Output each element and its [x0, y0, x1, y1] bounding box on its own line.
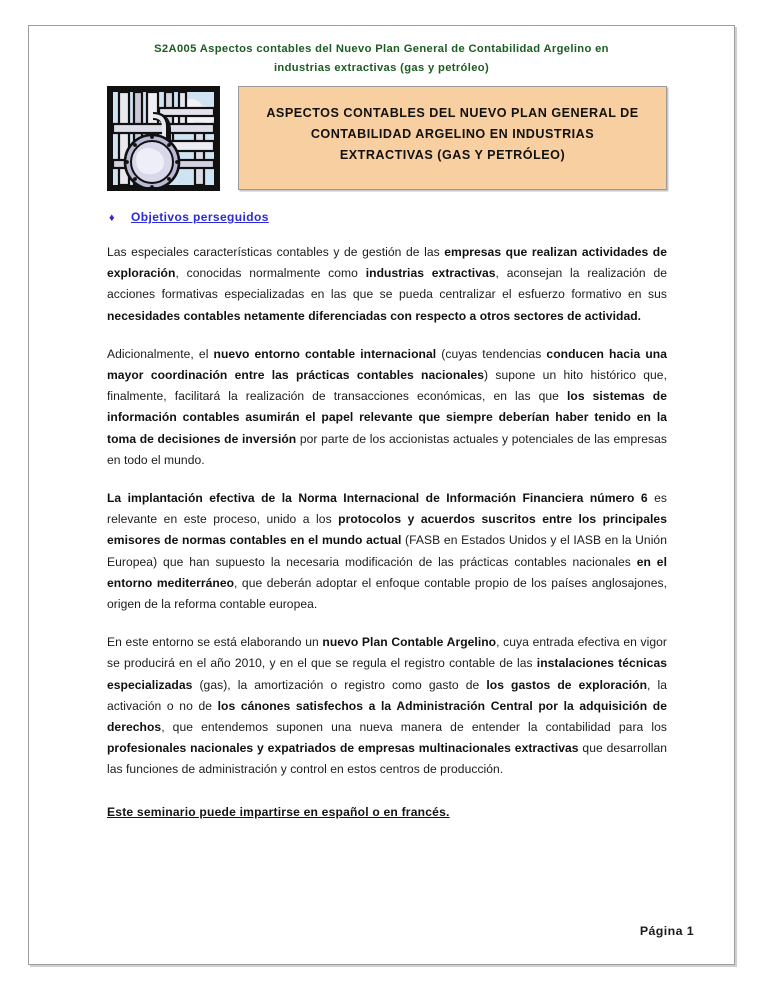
paragraph-1: Las especiales características contables y de gestión de las empresas que realizan actividades de exploración, conocidas normalmente como industrias extractivas, aconsejan la realización de acciones formativas especializadas en las que se pueda centralizar el esfuerzo formativo en sus necesidades contables netamente diferenciadas con respecto a otros sectores de actividad.	[107, 245, 668, 323]
page-number-footer: Página 1	[639, 924, 694, 938]
header-line-1: S2A005 Aspectos contables del Nuevo Plan General de Contabilidad Argelino en	[154, 43, 609, 55]
paragraph-4: En este entorno se está elaborando un nuevo Plan Contable Argelino, cuya entrada efectiva en vigor se producirá en el año 2010, y en el que se regula el registro contable de las instalaciones técnicas especializadas (gas), la amortización o registro como gasto de los gastos de exploración, la activación o no de los cánones satisfechos a la Administración Central por la adquisición de derechos, que entendemos suponen una nueva manera de entender la contabilidad para los profesionales nacionales y expatriados de empresas multinacionales extractivas que desarrollan las funciones de administración y control en estos centros de producción.	[107, 635, 668, 777]
title-banner	[107, 86, 667, 199]
title-line-3: EXTRACTIVAS (GAS Y PETRÓLEO)	[339, 147, 566, 162]
objectives-heading-label: Objetivos perseguidos	[131, 210, 269, 224]
paragraph-2: Adicionalmente, el nuevo entorno contable internacional (cuyas tendencias conducen hacia una mayor coordinación entre las prácticas contables nacionales) supone un hito histórico que, finalmente, facilitará la realización de transacciones económicas, en las que los sistemas de información contables asumirán el papel relevante que siempre deberían haber tenido en la toma de decisiones de inversión por parte de los accionistas actuales y potenciales de las empresas en todo el mundo.	[107, 346, 668, 467]
document-page	[28, 25, 735, 965]
paragraph-3: La implantación efectiva de la Norma Internacional de Información Financiera número 6 es relevante en este proceso, unido a los protocolos y acuerdos suscritos entre los principales emisores de normas contables en el mundo actual (FASB en Estados Unidos y el IASB en la Unión Europea) que han supuesto la necesaria modificación de las prácticas contables nacionales en el entorno mediterráneo, que deberán adoptar el enfoque contable propio de los países anglosajones, origen de la reforma contable europea.	[107, 491, 667, 612]
title-line-1: ASPECTOS CONTABLES DEL NUEVO PLAN GENERAL DE	[266, 105, 639, 120]
gas-plant-pipes-icon	[107, 86, 220, 191]
title-line-2: CONTABILIDAD ARGELINO EN INDUSTRIAS	[310, 126, 595, 141]
closing-note: Este seminario puede impartirse en español o en francés.	[107, 804, 450, 819]
document-running-header	[29, 40, 734, 78]
document-body	[107, 210, 667, 823]
document-title-card	[238, 86, 667, 190]
header-line-2: industrias extractivas (gas y petróleo)	[273, 62, 490, 74]
document-title	[266, 103, 638, 166]
objectives-heading	[107, 210, 667, 224]
diamond-bullet-icon: ♦	[109, 212, 115, 224]
